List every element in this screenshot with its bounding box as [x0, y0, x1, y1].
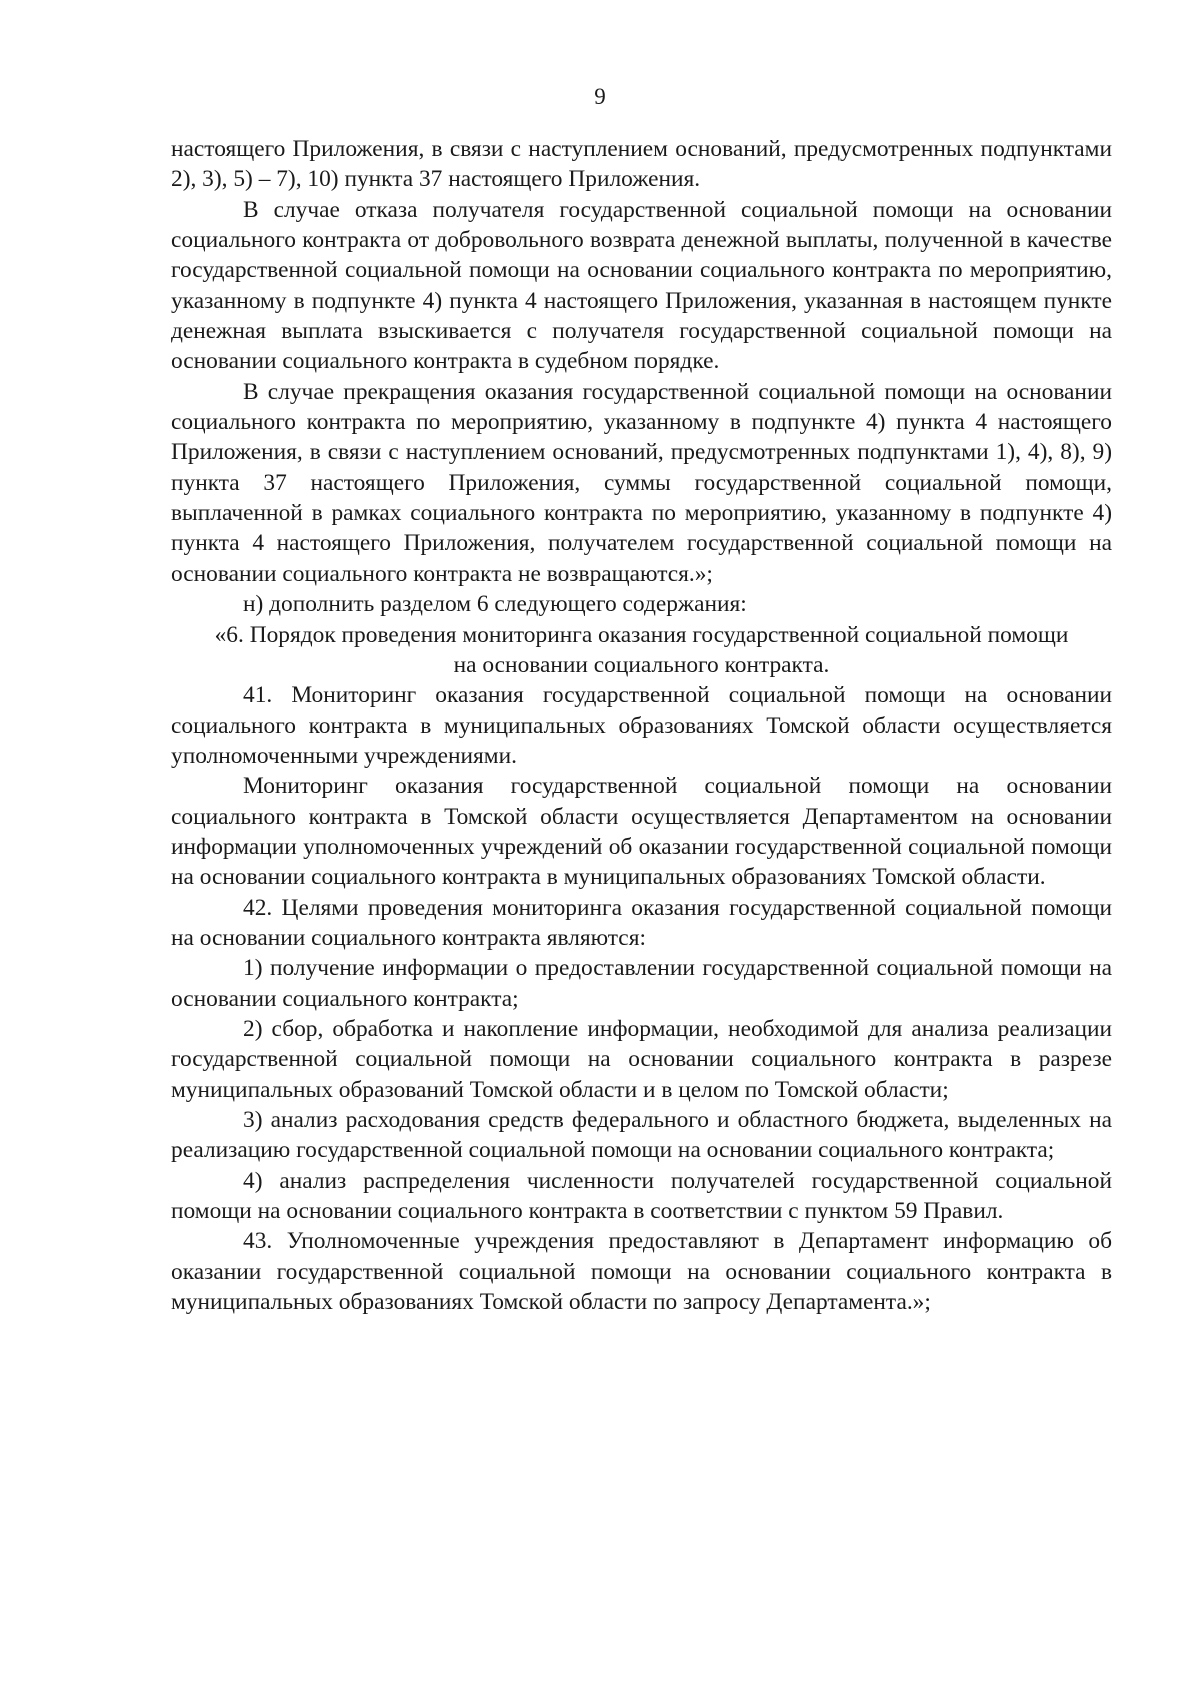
clause-42: 42. Целями проведения мониторинга оказания государственной социальной помощи на основании социального контракта являются:: [171, 894, 1112, 951]
paragraph-refusal-refund: В случае отказа получателя государственной социальной помощи на основании социального контракта от добровольного возврата денежной выплаты, полученной в качестве государственной социальной помощи на основании социального контракта по мероприятию, указанному в подпункте 4) пункта 4 настоящего Приложения, указанная в настоящем пункте денежная выплата взыскивается с получателя государственной социальной помощи на основании социального контракта в судебном порядке.: [171, 196, 1112, 375]
paragraph-continuation: настоящего Приложения, в связи с наступлением оснований, предусмотренных подпунктами 2), 3), 5) – 7), 10) пункта 37 настоящего Приложения.: [171, 136, 1112, 193]
section-6-heading: «6. Порядок проведения мониторинга оказания государственной социальной помощи на основании социального контракта.: [214, 621, 1069, 678]
clause-41-department-monitoring: Мониторинг оказания государственной социальной помощи на основании социального контракта в Томской области осуществляется Департаментом на основании информации уполномоченных учреждений об оказании государственной социальной помощи на основании социального контракта в муниципальных образованиях Томской области.: [171, 773, 1112, 891]
clause-42-item-1: 1) получение информации о предоставлении государственной социальной помощи на основании социального контракта;: [171, 955, 1112, 1012]
paragraph-amendment-n: н) дополнить разделом 6 следующего содержания:: [243, 591, 747, 618]
paragraph-termination-no-refund: В случае прекращения оказания государственной социальной помощи на основании социального контракта по мероприятию, указанному в подпункте 4) пункта 4 настоящего Приложения, в связи с наступлением оснований, предусмотренных подпунктами 1), 4), 8), 9) пункта 37 настоящего Приложения, суммы государственной социальной помощи, выплаченной в рамках социального контракта по мероприятию, указанному в подпункте 4) пункта 4 настоящего Приложения, получателем государственной социальной помощи на основании социального контракта не возвращаются.»;: [171, 378, 1112, 587]
clause-41: 41. Мониторинг оказания государственной социальной помощи на основании социального контракта в муниципальных образованиях Томской области осуществляется уполномоченными учреждениями.: [171, 682, 1112, 769]
page-number: 9: [594, 84, 606, 109]
clause-42-item-2: 2) сбор, обработка и накопление информации, необходимой для анализа реализации государственной социальной помощи на основании социального контракта в разрезе муниципальных образований Томской области и в целом по Томской области;: [171, 1015, 1112, 1103]
clause-43: 43. Уполномоченные учреждения предоставляют в Департамент информацию об оказании государственной социальной помощи на основании социального контракта в муниципальных образованиях Томской области по запросу Департамента.»;: [171, 1228, 1112, 1316]
clause-42-item-3: 3) анализ расходования средств федерального и областного бюджета, выделенных на реализацию государственной социальной помощи на основании социального контракта;: [171, 1107, 1112, 1164]
clause-42-item-4: 4) анализ распределения численности получателей государственной социальной помощи на основании социального контракта в соответствии с пунктом 59 Правил.: [171, 1167, 1112, 1225]
document-body: [171, 134, 1112, 1317]
